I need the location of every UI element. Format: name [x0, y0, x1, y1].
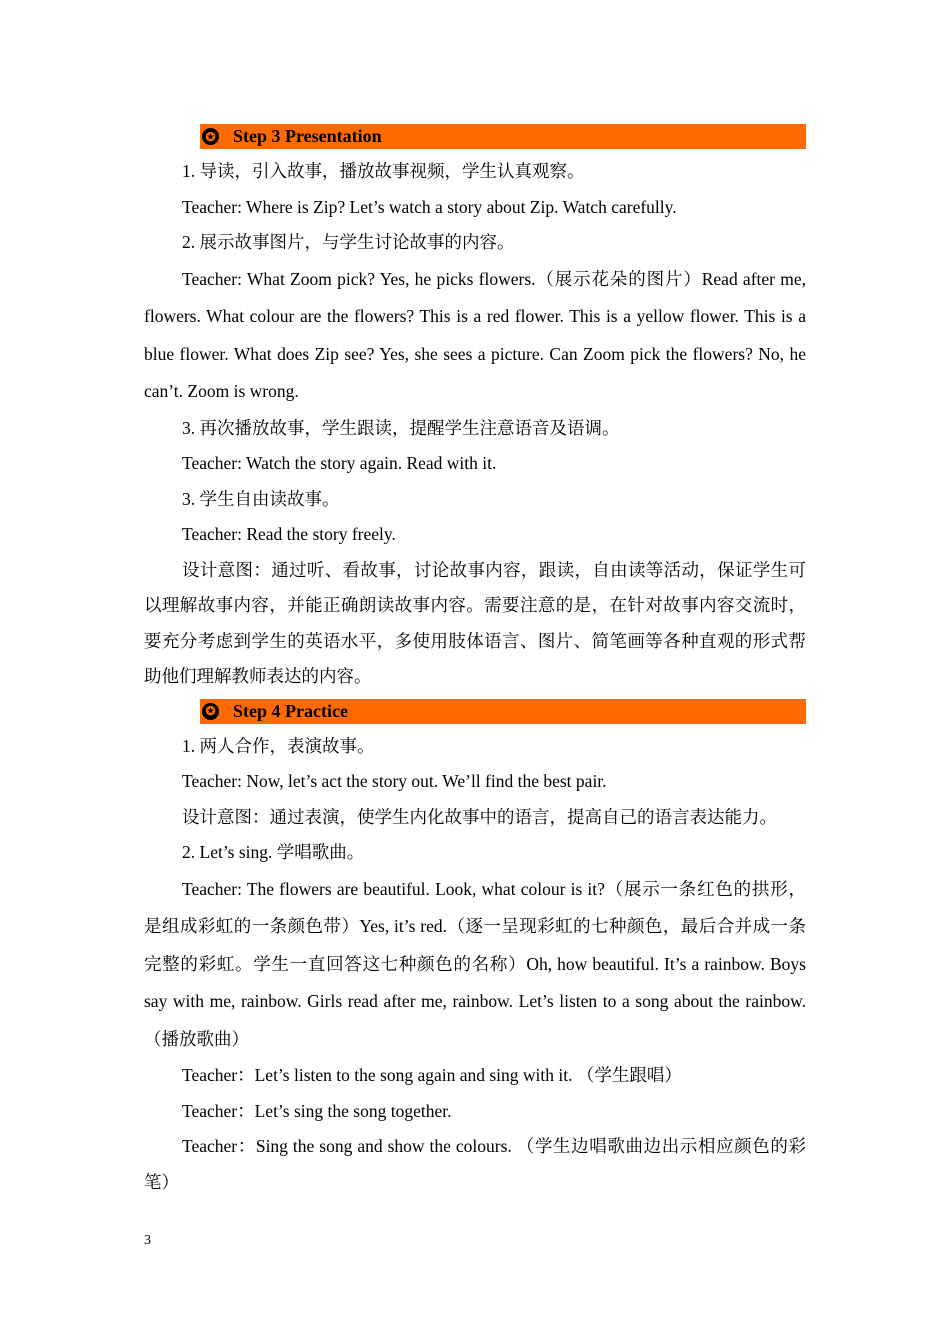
paragraph: 1. 两人合作，表演故事。 — [182, 735, 375, 756]
paragraph: Teacher: Now, let’s act the story out. We’ll find the best pair. — [182, 771, 607, 791]
step-4-label: Step 4 Practice — [233, 700, 348, 721]
page-content — [144, 124, 806, 1200]
step-4-header — [200, 699, 806, 724]
paragraph: Teacher: Where is Zip? Let’s watch a story about Zip. Watch carefully. — [182, 196, 677, 217]
step-3-header — [200, 124, 806, 149]
paragraph: Teacher：Sing the song and show the colours. （学生边唱歌曲边出示相应颜色的彩笔） — [144, 1136, 806, 1192]
paragraph: 2. 展示故事图片，与学生讨论故事的内容。 — [182, 232, 515, 252]
paragraph: Teacher: What Zoom pick? Yes, he picks flowers.（展示花朵的图片）Read after me, flowers. What colour are the flowers? This is a red flower. This is a yellow flower. This is a blue flower. What does Zip see? Yes, she sees a picture. Can Zoom pick the flowers? No, he can’t. Zoom is wrong. — [144, 268, 806, 401]
star-circle-icon: ✪ — [202, 703, 219, 720]
paragraph: 1. 导读，引入故事，播放故事视频，学生认真观察。 — [182, 161, 585, 181]
design-intent-paragraph: 设计意图：通过听、看故事，讨论故事内容，跟读，自由读等活动，保证学生可以理解故事内容，并能正确朗读故事内容。需要注意的是，在针对故事内容交流时，要充分考虑到学生的英语水平，多使用肢体语言、图片、简笔画等各种直观的形式帮助他们理解教师表达的内容。 — [144, 559, 806, 686]
star-circle-icon: ✪ — [202, 128, 219, 145]
paragraph: 2. Let’s sing. 学唱歌曲。 — [182, 842, 365, 862]
paragraph: Teacher：Let’s listen to the song again and sing with it. （学生跟唱） — [182, 1065, 682, 1085]
step-3-label: Step 3 Presentation — [233, 126, 382, 146]
paragraph: Teacher: Watch the story again. Read with it. — [182, 453, 497, 473]
paragraph: 3. 学生自由读故事。 — [182, 488, 340, 509]
design-intent-paragraph: 设计意图：通过表演，使学生内化故事中的语言，提高自己的语言表达能力。 — [182, 806, 777, 827]
paragraph: Teacher: Read the story freely. — [182, 524, 396, 544]
paragraph: Teacher: The flowers are beautiful. Look, what colour is it?（展示一条红色的拱形，是组成彩虹的一条颜色带）Yes, it’s red.（逐一呈现彩虹的七种颜色，最后合并成一条完整的彩虹。学生一直回答这七种颜色的名称）Oh, how beautiful. It’s a rainbow. Boys say with me, rainbow. Girls read after me, rainbow. Let’s listen to a song about the rainbow. （播放歌曲） — [144, 878, 806, 1049]
paragraph: 3. 再次播放故事，学生跟读，提醒学生注意语音及语调。 — [182, 417, 620, 438]
page-number: 3 — [144, 1233, 151, 1248]
paragraph: Teacher：Let’s sing the song together. — [182, 1100, 452, 1121]
